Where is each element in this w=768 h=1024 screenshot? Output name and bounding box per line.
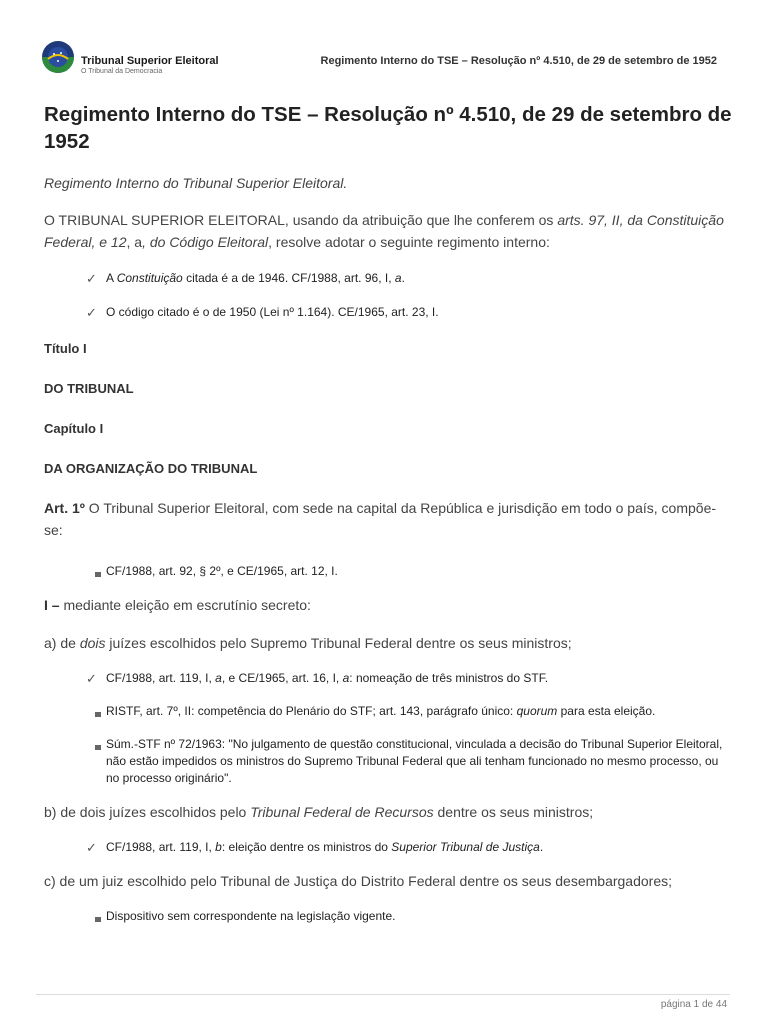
brand-tagline: O Tribunal da Democracia — [81, 68, 163, 75]
brand-name: Tribunal Superior Eleitoral — [81, 55, 219, 67]
note-cf-art119-b: ✓ CF/1988, art. 119, I, b: eleição dentre os ministros do Superior Tribunal de Justiça. — [86, 840, 544, 855]
do-tribunal-heading: DO TRIBUNAL — [44, 381, 134, 396]
alinea-b: b) de dois juízes escolhidos pelo Tribunal Federal de Recursos dentre os seus ministros; — [44, 804, 594, 820]
capitulo-heading: Capítulo I — [44, 421, 104, 436]
document-title: Regimento Interno do TSE – Resolução nº 4.510, de 29 de setembro de 1952 — [44, 103, 732, 153]
header-document-title: Regimento Interno do TSE – Resolução nº 4.510, de 29 de setembro de 1952 — [320, 55, 717, 67]
note-constituicao: ✓ A Constituição citada é a de 1946. CF/1988, art. 96, I, a. — [86, 271, 405, 286]
document-body — [44, 101, 734, 925]
page-number: página 1 de 44 — [660, 999, 727, 1010]
alinea-c: c) de um juiz escolhido pelo Tribunal de Justiça do Distrito Federal dentre os seus desembargadores; — [44, 873, 672, 889]
footer-divider — [36, 994, 730, 995]
note-cf-art92: CF/1988, art. 92, § 2º, e CE/1965, art. 12, I. — [44, 563, 734, 580]
note-codigo: ✓ O código citado é o de 1950 (Lei nº 1.164). CE/1965, art. 23, I. — [86, 305, 439, 320]
note-sumula-72: Súm.-STF nº 72/1963: "No julgamento de questão constitucional, vinculada a decisão do Tribunal Superior Eleitoral, não estão impedidos os ministros do Supremo Tribunal Federal que ali tenham funcionado no mesmo processo, ou no processo originário". — [44, 736, 734, 787]
organizacao-heading: DA ORGANIZAÇÃO DO TRIBUNAL — [44, 461, 258, 476]
check-icon: ✓ — [86, 671, 97, 686]
check-icon: ✓ — [86, 840, 97, 855]
alinea-a: a) de dois juízes escolhidos pelo Supremo Tribunal Federal dentre os seus ministros; — [44, 635, 572, 651]
intro-paragraph: O TRIBUNAL SUPERIOR ELEITORAL, usando da atribuição que lhe conferem os arts. 97, II, da Constituição Federal, e 12, a, do Código Eleitoral, resolve adotar o seguinte regimento interno: — [44, 212, 724, 250]
art1-paragraph: Art. 1º O Tribunal Superior Eleitoral, com sede na capital da República e jurisdição em todo o país, compõe-se: — [44, 500, 717, 538]
square-bullet-icon — [95, 745, 101, 750]
note-cf-art119-a: ✓ CF/1988, art. 119, I, a, e CE/1965, art. 16, I, a: nomeação de três ministros do STF. — [86, 671, 549, 686]
check-icon: ✓ — [86, 271, 97, 286]
titulo-heading: Título I — [44, 341, 87, 356]
square-bullet-icon — [95, 917, 101, 922]
inciso-i: I – mediante eleição em escrutínio secreto: — [44, 597, 311, 613]
page-header — [0, 0, 768, 90]
tse-logo-icon — [41, 40, 75, 74]
check-icon: ✓ — [86, 305, 97, 320]
note-ristf: RISTF, art. 7º, II: competência do Plenário do STF; art. 143, parágrafo único: quorum para esta eleição. — [44, 703, 734, 720]
document-subtitle: Regimento Interno do Tribunal Superior Eleitoral. — [44, 175, 348, 191]
square-bullet-icon — [95, 572, 101, 577]
note-sem-correspondente: Dispositivo sem correspondente na legislação vigente. — [44, 908, 734, 925]
square-bullet-icon — [95, 712, 101, 717]
